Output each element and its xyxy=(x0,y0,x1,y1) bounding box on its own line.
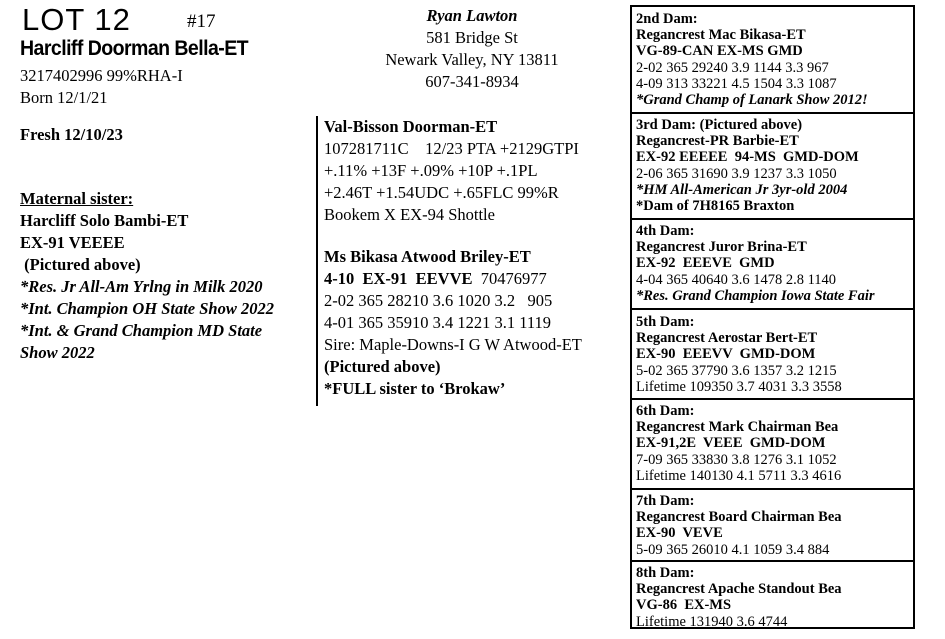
dam-sire: Sire: Maple-Downs-I G W Atwood-ET xyxy=(324,335,582,354)
generation-record: Lifetime 131940 3.6 4744 xyxy=(636,613,788,630)
pedigree-divider xyxy=(632,488,913,490)
pedigree-generation xyxy=(636,565,842,630)
pedigree-generation xyxy=(636,117,859,214)
generation-score: EX-90 VEVE xyxy=(636,525,723,542)
generation-name: Regancrest Mark Chairman Bea xyxy=(636,419,839,436)
generation-record: 2-02 365 29240 3.9 1144 3.3 967 xyxy=(636,59,829,76)
maternal-sister-honor: *Int. & Grand Champion MD State xyxy=(20,321,263,340)
generation-record: Lifetime 140130 4.1 5711 3.3 4616 xyxy=(636,467,842,484)
generation-note: *Res. Grand Champion Iowa State Fair xyxy=(636,287,875,304)
generation-label: 3rd Dam: (Pictured above) xyxy=(636,117,803,133)
dam-section xyxy=(324,246,582,400)
maternal-sister-section xyxy=(20,188,274,364)
dam-note: (Pictured above) xyxy=(324,357,441,376)
generation-extra: *Dam of 7H8165 Braxton xyxy=(636,198,795,215)
generation-name: Regancrest Board Chairman Bea xyxy=(636,509,842,526)
generation-record: 2-06 365 31690 3.9 1237 3.3 1050 xyxy=(636,165,837,182)
consignor-street: 581 Bridge St xyxy=(426,28,518,47)
generation-name: Regancrest Mac Bikasa-ET xyxy=(636,27,806,44)
generation-note: *Grand Champ of Lanark Show 2012! xyxy=(636,92,868,109)
birth-date: Born 12/1/21 xyxy=(20,88,108,107)
dam-score-line xyxy=(324,268,582,290)
generation-label: 6th Dam: xyxy=(636,403,695,419)
dam-full-sister: *FULL sister to ‘Brokaw’ xyxy=(324,379,506,398)
generation-score: EX-92 EEEEE 94-MS GMD-DOM xyxy=(636,149,859,166)
generation-score: EX-92 EEEVE GMD xyxy=(636,255,775,272)
lot-title: LOT 12 xyxy=(22,2,131,37)
pedigree-divider xyxy=(632,218,913,220)
consignor-phone: 607-341-8934 xyxy=(425,72,519,91)
generation-record: Lifetime 109350 3.7 4031 3.3 3558 xyxy=(636,378,842,395)
dam-reg-number: 70476977 xyxy=(472,269,547,288)
generation-name: Regancrest Apache Standout Bea xyxy=(636,581,842,598)
generation-score: EX-91,2E VEEE GMD-DOM xyxy=(636,435,826,452)
sire-line: +.11% +13F +.09% +10P +.1PL xyxy=(324,161,538,180)
lot-number: #17 xyxy=(187,11,216,32)
consignor-block xyxy=(317,5,627,93)
generation-label: 4th Dam: xyxy=(636,223,695,239)
generation-score: VG-86 EX-MS xyxy=(636,597,732,614)
generation-label: 8th Dam: xyxy=(636,565,695,581)
generation-record: 7-09 365 33830 3.8 1276 3.1 1052 xyxy=(636,451,837,468)
dam-record: 2-02 365 28210 3.6 1020 3.2 905 xyxy=(324,291,553,310)
generation-name: Regancrest Juror Brina-ET xyxy=(636,239,807,256)
maternal-sister-name: Harcliff Solo Bambi-ET xyxy=(20,211,189,230)
sire-line: Bookem X EX-94 Shottle xyxy=(324,205,495,224)
pedigree-generation xyxy=(636,493,842,558)
sire-line: +2.46T +1.54UDC +.65FLC 99%R xyxy=(324,183,559,202)
maternal-sister-honor: Show 2022 xyxy=(20,343,95,362)
registration-line: 3217402996 99%RHA-I xyxy=(20,66,183,85)
generation-name: Regancrest-PR Barbie-ET xyxy=(636,133,799,150)
maternal-sister-heading: Maternal sister: xyxy=(20,189,134,208)
generation-label: 2nd Dam: xyxy=(636,11,698,27)
generation-record: 4-09 313 33221 4.5 1504 3.3 1087 xyxy=(636,75,837,92)
pedigree-generation xyxy=(636,403,841,484)
sire-line: 107281711C 12/23 PTA +2129GTPI xyxy=(324,139,579,158)
generation-record: 4-04 365 40640 3.6 1478 2.8 1140 xyxy=(636,271,837,288)
generation-record: 5-09 365 26010 4.1 1059 3.4 884 xyxy=(636,541,830,558)
pedigree-generation xyxy=(636,314,842,395)
pedigree-divider xyxy=(632,112,913,114)
dam-record: 4-01 365 35910 3.4 1221 3.1 1119 xyxy=(324,313,552,332)
maternal-sister-note: (Pictured above) xyxy=(20,255,141,274)
consignor-name: Ryan Lawton xyxy=(426,6,518,25)
generation-score: EX-90 EEEVV GMD-DOM xyxy=(636,346,816,363)
divider-line xyxy=(316,116,318,406)
consignor-city: Newark Valley, NY 13811 xyxy=(385,50,559,69)
maternal-sister-score: EX-91 VEEEE xyxy=(20,233,125,252)
generation-record: 5-02 365 37790 3.6 1357 3.2 1215 xyxy=(636,362,837,379)
generation-label: 5th Dam: xyxy=(636,314,695,330)
generation-note: *HM All-American Jr 3yr-old 2004 xyxy=(636,181,848,198)
dam-score: 4-10 EX-91 EEVVE xyxy=(324,269,473,288)
generation-score: VG-89-CAN EX-MS GMD xyxy=(636,43,803,60)
maternal-sister-honor: *Res. Jr All-Am Yrlng in Milk 2020 xyxy=(20,277,263,296)
pedigree-generation xyxy=(636,223,875,304)
pedigree-divider xyxy=(632,398,913,400)
dam-name: Ms Bikasa Atwood Briley-ET xyxy=(324,247,531,266)
cow-name: Harcliff Doorman Bella-ET xyxy=(20,37,249,60)
generation-name: Regancrest Aerostar Bert-ET xyxy=(636,330,818,347)
pedigree-divider xyxy=(632,560,913,562)
pedigree-divider xyxy=(632,308,913,310)
fresh-date: Fresh 12/10/23 xyxy=(20,125,123,144)
sire-name: Val-Bisson Doorman-ET xyxy=(324,117,498,136)
pedigree-generation xyxy=(636,11,868,108)
maternal-sister-honor: *Int. Champion OH State Show 2022 xyxy=(20,299,274,318)
generation-label: 7th Dam: xyxy=(636,493,695,509)
sire-section xyxy=(324,116,579,226)
